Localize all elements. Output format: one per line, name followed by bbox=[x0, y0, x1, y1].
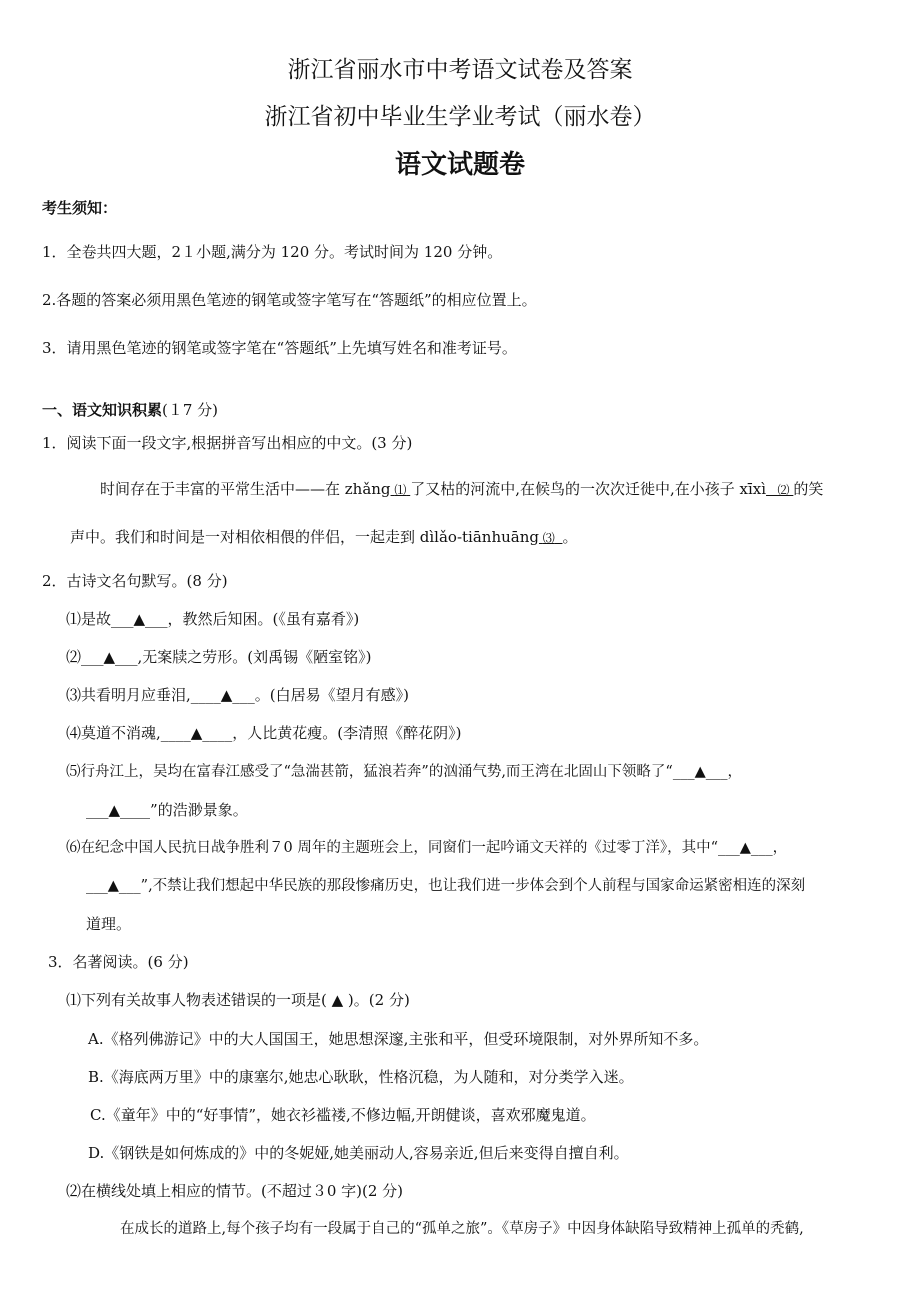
text-segment: 声中。我们和时间是一对相依相偎的伴侣，一起走到 dìlǎo-tiānhuāng bbox=[70, 528, 539, 546]
poem-line: ⑶共看明月应垂泪,____▲___。(白居易《望月有感》) bbox=[66, 686, 410, 704]
poem-line: ⑹在纪念中国人民抗日战争胜利７0 周年的主题班会上，同窗们一起吟诵文天祥的《过零丁洋》，其中“___▲___， bbox=[66, 840, 788, 856]
text-segment: 时间存在于丰富的平常生活中——在 zhǎng bbox=[100, 480, 391, 498]
option-d: D.《钢铁是如何炼成的》中的冬妮娅,她美丽动人,容易亲近,但后来变得自擅自利。 bbox=[88, 1144, 629, 1162]
option-c: C.《童年》中的“好事情”，她衣衫褴褛,不修边幅,开朗健谈，喜欢邪魔鬼道。 bbox=[90, 1106, 596, 1124]
text-segment: 了又枯的河流中,在候鸟的一次次迁徙中,在小孩子 xīxì bbox=[410, 480, 767, 498]
question-2-stem: 2．古诗文名句默写。(8 分) bbox=[42, 572, 228, 590]
poem-line: ⑵___▲___,无案牍之劳形。(刘禹锡《陋室铭》) bbox=[66, 648, 372, 666]
question-3-sub1: ⑴下列有关故事人物表述错误的一项是( ▲ )。(2 分) bbox=[66, 991, 410, 1009]
doc-title: 浙江省丽水市中考语文试卷及答案 bbox=[287, 57, 633, 83]
question-3-stem: 3．名著阅读。(6 分) bbox=[48, 953, 189, 971]
text-segment: 的笑 bbox=[793, 480, 824, 498]
notice-item: 3．请用黑色笔迹的钢笔或签字笔在“答题纸”上先填写姓名和准考证号。 bbox=[42, 339, 517, 357]
blank-3: ⑶ bbox=[542, 531, 555, 545]
notice-item: 1．全卷共四大题，2１小题,满分为 120 分。考试时间为 120 分钟。 bbox=[42, 243, 503, 261]
poem-line: ___▲____”的浩渺景象。 bbox=[86, 801, 248, 819]
section-score: (１7 分) bbox=[162, 401, 219, 419]
question-3-sub2: ⑵在横线处填上相应的情节。(不超过３0 字)(2 分) bbox=[66, 1182, 404, 1200]
poem-line: ___▲___”,不禁让我们想起中华民族的那段惨痛历史，也让我们进一步体会到个人前程与国家命运紧密相连的深刻 bbox=[86, 878, 806, 894]
poem-line: ⑸行舟江上，吴均在富春江感受了“急湍甚箭，猛浪若奔”的汹涌气势,而王湾在北固山下领略了“___▲___， bbox=[66, 764, 742, 780]
poem-line: 道理。 bbox=[86, 915, 132, 933]
blank-2: ⑵ bbox=[777, 483, 790, 497]
blank-1: ⑴ bbox=[394, 483, 407, 497]
text-segment: 。 bbox=[562, 528, 578, 546]
section-heading bbox=[42, 400, 218, 420]
question-1-stem: 1．阅读下面一段文字,根据拼音写出相应的中文。(3 分) bbox=[42, 434, 413, 452]
question-1-line bbox=[100, 479, 823, 500]
question-3-paragraph: 在成长的道路上,每个孩子均有一段属于自己的“孤单之旅”。《草房子》中因身体缺陷导致精神上孤单的秃鹤, bbox=[120, 1221, 804, 1237]
poem-line: ⑷莫道不消魂,____▲____，人比黄花瘦。(李清照《醉花阴》) bbox=[66, 724, 462, 742]
question-1-line bbox=[70, 527, 577, 548]
paper-title: 语文试题卷 bbox=[394, 150, 525, 180]
notice-item: 2.各题的答案必须用黑色笔迹的钢笔或签字笔写在“答题纸”的相应位置上。 bbox=[42, 291, 537, 309]
exam-title: 浙江省初中毕业生学业考试（丽水卷） bbox=[264, 104, 656, 130]
option-b: B.《海底两万里》中的康塞尔,她忠心耿耿，性格沉稳，为人随和，对分类学入迷。 bbox=[88, 1068, 634, 1086]
option-a: A.《格列佛游记》中的大人国国王，她思想深邃,主张和平，但受环境限制，对外界所知不多。 bbox=[88, 1030, 709, 1048]
notice-heading: 考生须知： bbox=[42, 199, 118, 217]
section-title: 一、语文知识积累 bbox=[42, 401, 163, 419]
poem-line: ⑴是故___▲___，教然后知困。(《虽有嘉肴》) bbox=[66, 610, 360, 628]
